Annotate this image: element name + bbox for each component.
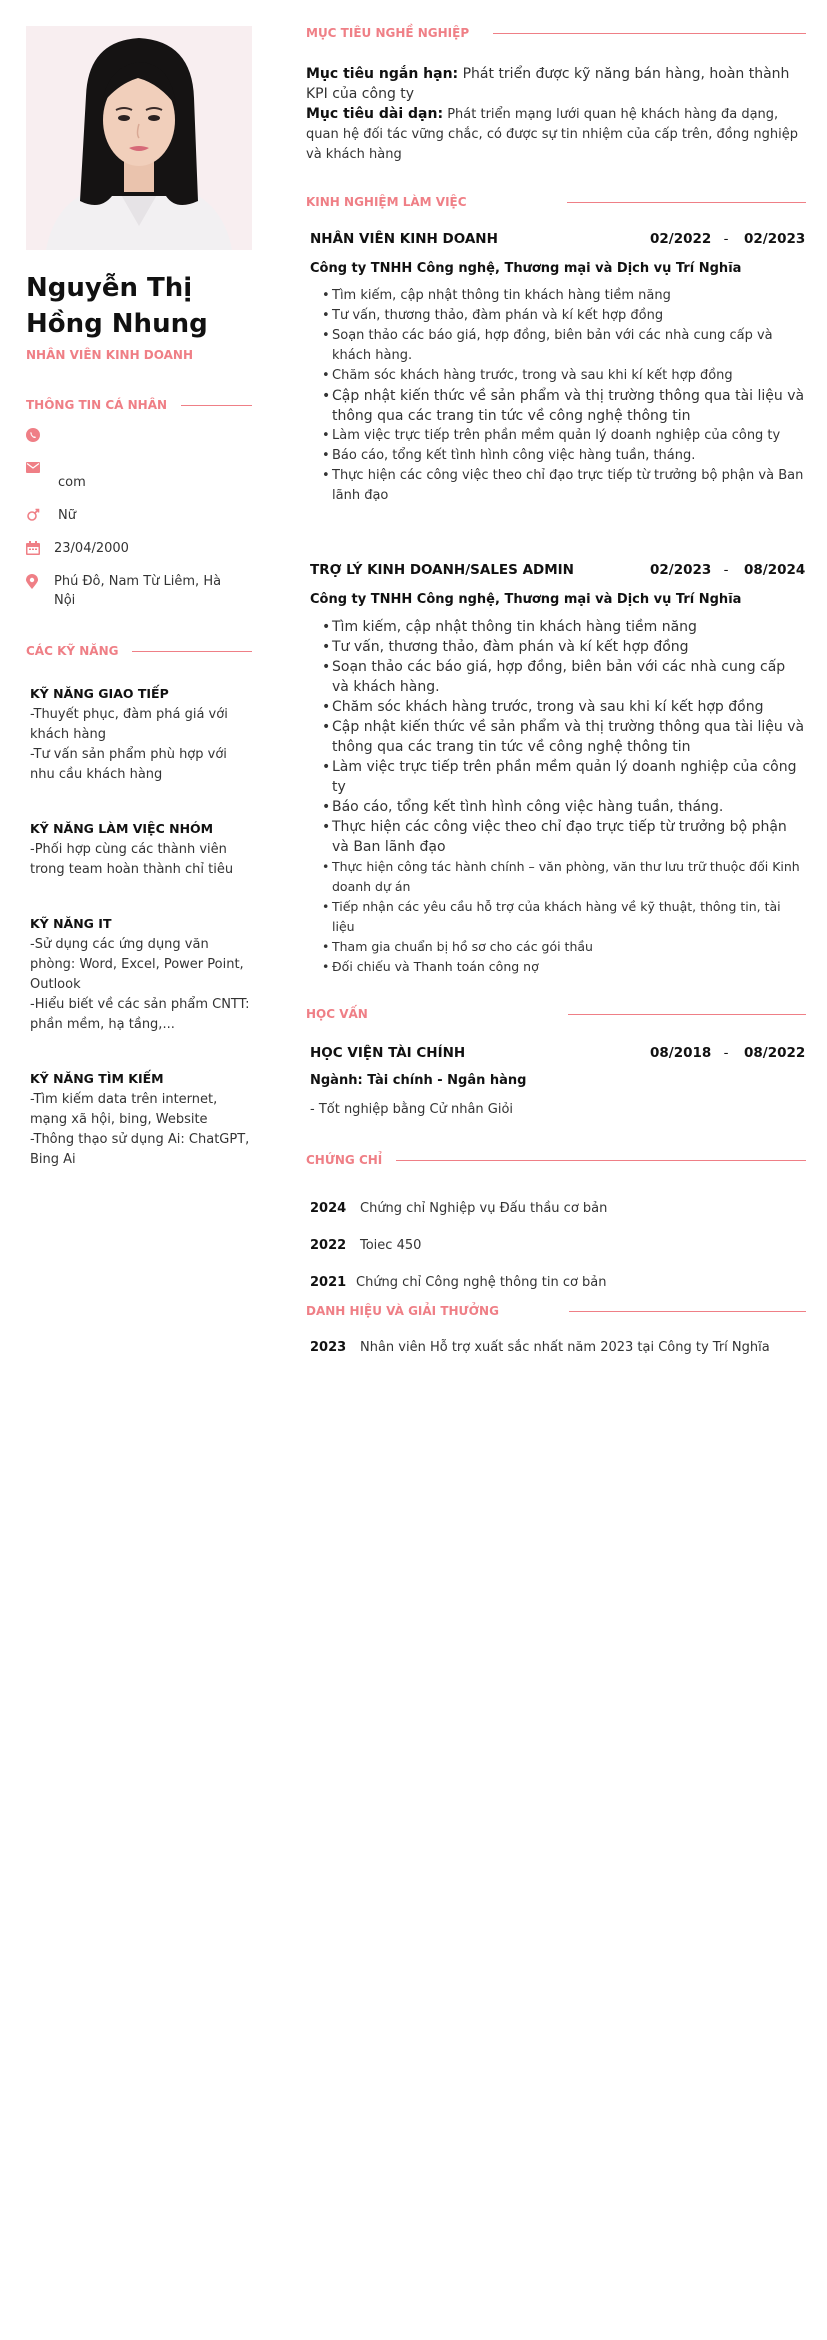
duty-item: • Tìm kiếm, cập nhật thông tin khách hàng tiềm năng (332, 286, 806, 306)
personal-info-heading: THÔNG TIN CÁ NHÂN (26, 398, 252, 412)
birthday-value: 23/04/2000 (54, 541, 129, 556)
duty-item: • Chăm sóc khách hàng trước, trong và sau khi kí kết hợp đồng (332, 366, 806, 386)
address-value: Phú Đô, Nam Từ Liêm, Hà Nội (54, 574, 222, 608)
duty-item: • Tiếp nhận các yêu cầu hỗ trợ của khách hàng về kỹ thuật, thông tin, tài liệu (332, 897, 806, 937)
right-column (306, 26, 806, 1355)
email-icon (26, 460, 54, 473)
duty-item: • Soạn thảo các báo giá, hợp đồng, biên bản với các nhà cung cấp và khách hàng. (332, 657, 806, 697)
skill-group (30, 916, 252, 1035)
long-term-objective: Mục tiêu dài dạn: Phát triển mạng lưới quan hệ khách hàng đa dạng, quan hệ đối tác vững chắc, có được sự tin nhiệm của cấp trên, đồng nghiệp và khách hàng (306, 106, 798, 162)
duty-item: • Tư vấn, thương thảo, đàm phán và kí kết hợp đồng (332, 637, 806, 657)
duty-item: • Cập nhật kiến thức về sản phẩm và thị trường thông qua tài liệu và thông qua các trang tin tức về công nghệ thông tin (332, 386, 806, 426)
skill-line: -Tìm kiếm data trên internet, mạng xã hội, bing, Website (30, 1092, 218, 1127)
job-duties (306, 617, 806, 857)
awards-heading: DANH HIỆU VÀ GIẢI THƯỞNG (306, 1304, 806, 1318)
job-entry (306, 231, 806, 506)
heading-divider (396, 1160, 806, 1161)
education-entry (306, 1045, 806, 1117)
address-row (26, 572, 252, 610)
skills-heading: CÁC KỸ NĂNG (26, 644, 252, 658)
skill-line: -Hiểu biết về các sản phẩm CNTT: phần mềm, hạ tầng,... (30, 997, 250, 1032)
phone-icon (26, 426, 54, 442)
job-header: TRỢ LÝ KINH DOANH/SALES ADMIN 02/2023 - 08/2024 (310, 562, 806, 578)
gender-value: Nữ (58, 508, 76, 523)
skill-title: KỸ NĂNG LÀM VIỆC NHÓM (30, 821, 214, 836)
duty-item: • Làm việc trực tiếp trên phần mềm quản lý doanh nghiệp của công ty (332, 426, 806, 446)
email-value-row (26, 473, 252, 492)
gender-row (26, 506, 252, 525)
duty-item: • Tư vấn, thương thảo, đàm phán và kí kết hợp đồng (332, 306, 806, 326)
skill-group (30, 1071, 252, 1170)
job-company: Công ty TNHH Công nghệ, Thương mại và Dịch vụ Trí Nghĩa (310, 592, 742, 607)
certificate-item: 2024 Chứng chỉ Nghiệp vụ Đấu thầu cơ bản (310, 1201, 608, 1216)
skill-title: KỸ NĂNG GIAO TIẾP (30, 686, 169, 701)
job-duties-extra (306, 857, 806, 977)
job-title: NHÂN VIÊN KINH DOANH (310, 231, 498, 247)
birthday-row (26, 539, 252, 558)
job-header: NHÂN VIÊN KINH DOANH 02/2022 - 02/2023 (310, 231, 806, 247)
job-start: 02/2022 (650, 231, 712, 247)
skill-group (30, 821, 252, 880)
duty-item: • Thực hiện các công việc theo chỉ đạo trực tiếp từ trưởng bộ phận và Ban lãnh đạo (332, 466, 806, 506)
objective-section (306, 64, 806, 165)
certificates-heading: CHỨNG CHỈ (306, 1153, 806, 1167)
award-item: 2023 Nhân viên Hỗ trợ xuất sắc nhất năm 2023 tại Công ty Trí Nghĩa (310, 1340, 770, 1355)
duty-item: • Soạn thảo các báo giá, hợp đồng, biên bản với các nhà cung cấp và khách hàng. (332, 326, 806, 366)
skill-line: -Phối hợp cùng các thành viên trong team hoàn thành chỉ tiêu (30, 842, 234, 877)
heading-divider (493, 33, 806, 34)
gender-icon (26, 506, 54, 522)
award-list (306, 1340, 806, 1355)
duty-item: • Thực hiện các công việc theo chỉ đạo trực tiếp từ trưởng bộ phận và Ban lãnh đạo (332, 817, 806, 857)
left-column (26, 26, 252, 1170)
experience-heading: KINH NGHIỆM LÀM VIỆC (306, 195, 806, 209)
job-duties (306, 286, 806, 506)
phone-row (26, 426, 252, 446)
heading-divider (181, 405, 252, 406)
job-entry (306, 562, 806, 977)
education-major: Ngành: Tài chính - Ngân hàng (310, 1073, 527, 1088)
duty-item: • Báo cáo, tổng kết tình hình công việc hàng tuần, tháng. (332, 446, 806, 466)
education-note: - Tốt nghiệp bằng Cử nhân Giỏi (310, 1102, 514, 1117)
skill-title: KỸ NĂNG TÌM KIẾM (30, 1071, 164, 1086)
duty-item: • Tìm kiếm, cập nhật thông tin khách hàng tiềm năng (332, 617, 806, 637)
duty-item: • Làm việc trực tiếp trên phần mềm quản lý doanh nghiệp của công ty (332, 757, 806, 797)
candidate-title: NHÂN VIÊN KINH DOANH (26, 348, 194, 362)
email-row (26, 460, 252, 473)
skill-line: -Sử dụng các ứng dụng văn phòng: Word, Excel, Power Point, Outlook (30, 937, 244, 992)
heading-divider (569, 1311, 806, 1312)
calendar-icon (26, 539, 54, 555)
duty-item: • Đối chiếu và Thanh toán công nợ (332, 957, 806, 977)
job-end: 02/2023 (744, 231, 806, 247)
certificate-list (306, 1201, 806, 1290)
candidate-name: Nguyễn Thị Hồng Nhung (26, 273, 208, 339)
duty-item: • Cập nhật kiến thức về sản phẩm và thị trường thông qua tài liệu và thông qua các trang tin tức về công nghệ thông tin (332, 717, 806, 757)
skill-line: -Tư vấn sản phẩm phù hợp với nhu cầu khách hàng (30, 747, 227, 782)
skill-title: KỸ NĂNG IT (30, 916, 112, 931)
job-company: Công ty TNHH Công nghệ, Thương mại và Dịch vụ Trí Nghĩa (310, 261, 742, 276)
heading-divider (132, 651, 252, 652)
school-name: HỌC VIỆN TÀI CHÍNH (310, 1045, 466, 1061)
heading-divider (567, 202, 806, 203)
education-header: HỌC VIỆN TÀI CHÍNH 08/2018 - 08/2022 (310, 1045, 806, 1061)
job-title: TRỢ LÝ KINH DOANH/SALES ADMIN (310, 562, 574, 578)
profile-photo (26, 26, 252, 250)
heading-divider (568, 1014, 806, 1015)
certificate-item: 2021 Chứng chỉ Công nghệ thông tin cơ bản (310, 1275, 607, 1290)
education-heading: HỌC VẤN (306, 1007, 806, 1021)
job-end: 08/2024 (744, 562, 806, 578)
duty-item: • Chăm sóc khách hàng trước, trong và sau khi kí kết hợp đồng (332, 697, 806, 717)
edu-start: 08/2018 (650, 1045, 712, 1061)
skill-line: -Thông thạo sử dụng Ai: ChatGPT, Bing Ai (30, 1132, 250, 1167)
location-pin-icon (26, 572, 54, 589)
duty-item: • Thực hiện công tác hành chính – văn phòng, văn thư lưu trữ thuộc đối Kinh doanh dự án (332, 857, 806, 897)
skill-line: -Thuyết phục, đàm phá giá với khách hàng (30, 707, 228, 742)
email-value: com (58, 475, 86, 490)
skill-group (30, 686, 252, 785)
duty-item: • Báo cáo, tổng kết tình hình công việc hàng tuần, tháng. (332, 797, 806, 817)
objective-heading: MỤC TIÊU NGHỀ NGHIỆP (306, 26, 806, 40)
edu-end: 08/2022 (744, 1045, 806, 1061)
job-start: 02/2023 (650, 562, 712, 578)
duty-item: • Tham gia chuẩn bị hồ sơ cho các gói thầu (332, 937, 806, 957)
short-term-objective: Mục tiêu ngắn hạn: Phát triển được kỹ năng bán hàng, hoàn thành KPI của công ty (306, 66, 790, 102)
certificate-item: 2022 Toiec 450 (310, 1238, 422, 1253)
